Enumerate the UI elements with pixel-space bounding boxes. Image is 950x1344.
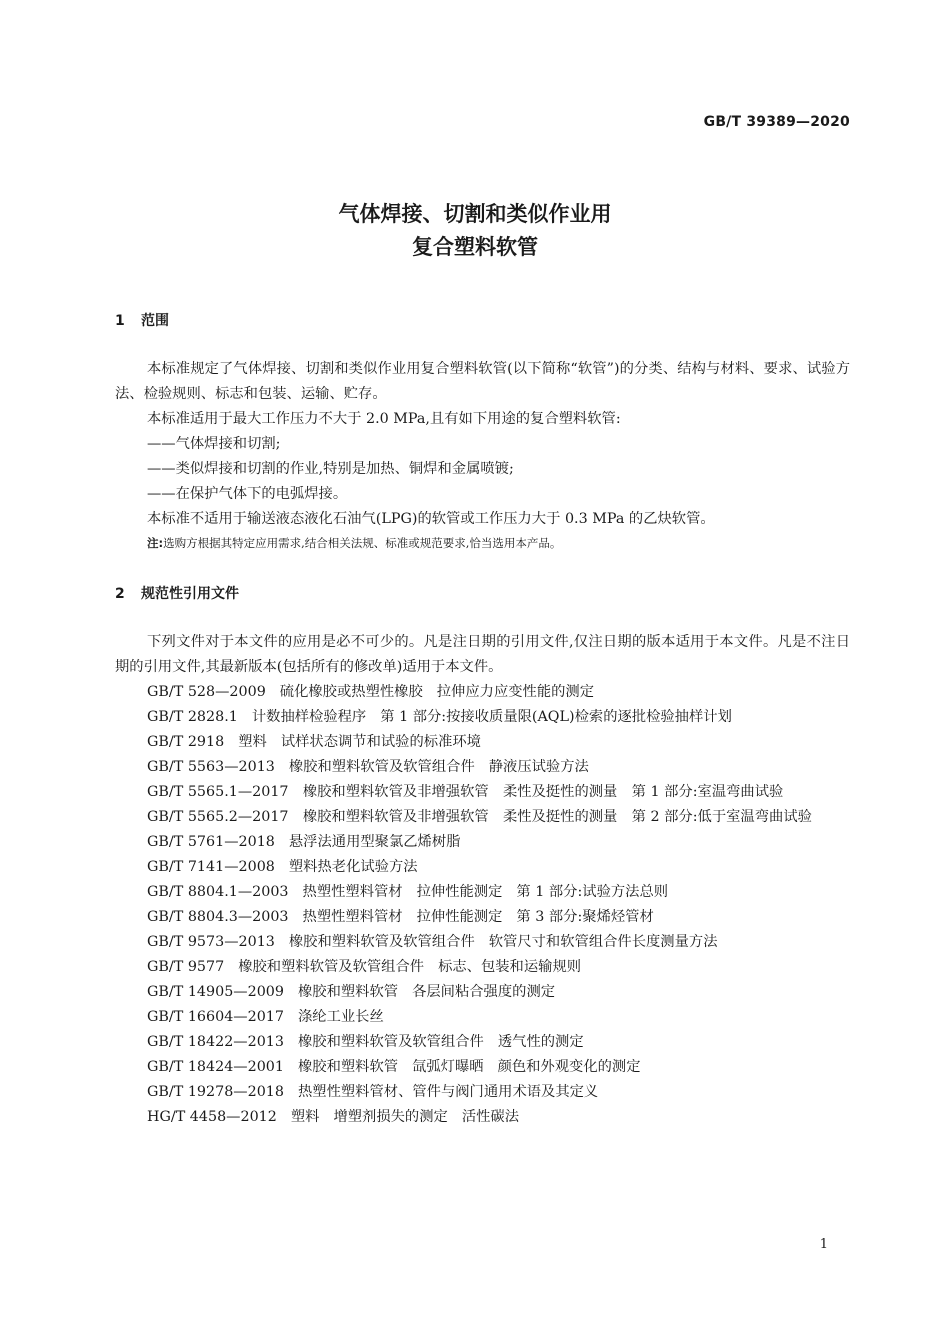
note-label: 注: [147, 536, 164, 550]
reference-item: GB/T 9577 橡胶和塑料软管及软管组合件 标志、包装和运输规则 [147, 959, 582, 975]
scope-list-item: ——在保护气体下的电弧焊接。 [147, 486, 348, 502]
reference-item: GB/T 19278—2018 热塑性塑料管材、管件与阀门通用术语及其定义 [147, 1084, 599, 1100]
scope-list-item: ——类似焊接和切割的作业,特别是加热、铜焊和金属喷镀; [147, 461, 514, 477]
reference-item: GB/T 2828.1 计数抽样检验程序 第 1 部分:按接收质量限(AQL)检索的逐批检验抽样计划 [147, 709, 732, 725]
reference-item: HG/T 4458—2012 塑料 增塑剂损失的测定 活性碳法 [147, 1109, 520, 1125]
reference-item: GB/T 5761—2018 悬浮法通用型聚氯乙烯树脂 [147, 834, 461, 850]
reference-item-wrapped: GB/T 5565.1—2017 橡胶和塑料软管及非增强软管 柔性及挺性的测量 第 1 部分:室温弯曲试验 [147, 784, 784, 800]
scope-paragraph-1: 本标准规定了气体焊接、切割和类似作业用复合塑料软管(以下简称“软管”)的分类、结构与材料、要求、试验方法、检验规则、标志和包装、运输、贮存。 [115, 361, 850, 402]
section-1-body [115, 357, 850, 553]
standard-code: GB/T 39389—2020 [703, 114, 850, 130]
document-title-line-1: 气体焊接、切割和类似作业用 [338, 202, 612, 226]
normative-intro: 下列文件对于本文件的应用是必不可少的。凡是注日期的引用文件,仅注日期的版本适用于本文件。凡是不注日期的引用文件,其最新版本(包括所有的修改单)适用于本文件。 [115, 634, 850, 675]
reference-item: GB/T 7141—2008 塑料热老化试验方法 [147, 859, 418, 875]
reference-item-wrapped: GB/T 5565.2—2017 橡胶和塑料软管及非增强软管 柔性及挺性的测量 第 2 部分:低于室温弯曲试验 [147, 809, 812, 825]
section-1-heading [115, 310, 169, 330]
reference-item: GB/T 528—2009 硫化橡胶或热塑性橡胶 拉伸应力应变性能的测定 [147, 684, 595, 700]
scope-list-item: ——气体焊接和切割; [147, 436, 281, 452]
reference-item: GB/T 9573—2013 橡胶和塑料软管及软管组合件 软管尺寸和软管组合件长度测量方法 [147, 934, 718, 950]
reference-item: GB/T 18422—2013 橡胶和塑料软管及软管组合件 透气性的测定 [147, 1034, 584, 1050]
scope-paragraph-2: 本标准适用于最大工作压力不大于 2.0 MPa,且有如下用途的复合塑料软管: [147, 411, 621, 427]
reference-item: GB/T 8804.1—2003 热塑性塑料管材 拉伸性能测定 第 1 部分:试验方法总则 [147, 884, 669, 900]
reference-item: GB/T 5563—2013 橡胶和塑料软管及软管组合件 静液压试验方法 [147, 759, 589, 775]
reference-item: GB/T 14905—2009 橡胶和塑料软管 各层间粘合强度的测定 [147, 984, 556, 1000]
reference-item: GB/T 18424—2001 橡胶和塑料软管 氙弧灯曝晒 颜色和外观变化的测定 [147, 1059, 641, 1075]
page-number: 1 [819, 1237, 828, 1252]
section-number: 1 [115, 313, 125, 329]
scope-paragraph-3: 本标准不适用于输送液态液化石油气(LPG)的软管或工作压力大于 0.3 MPa 的乙炔软管。 [147, 511, 715, 527]
section-number: 2 [115, 586, 125, 602]
scope-note [115, 533, 850, 553]
section-2-heading [115, 583, 239, 603]
section-title: 范围 [141, 313, 169, 329]
reference-item: GB/T 8804.3—2003 热塑性塑料管材 拉伸性能测定 第 3 部分:聚烯烃管材 [147, 909, 654, 925]
section-2-body [115, 630, 850, 1130]
section-title: 规范性引用文件 [141, 586, 239, 602]
note-text: 选购方根据其特定应用需求,结合相关法规、标准或规范要求,恰当选用本产品。 [163, 536, 562, 550]
reference-item: GB/T 16604—2017 涤纶工业长丝 [147, 1009, 384, 1025]
document-title-line-2: 复合塑料软管 [412, 235, 538, 259]
reference-item: GB/T 2918 塑料 试样状态调节和试验的标准环境 [147, 734, 481, 750]
